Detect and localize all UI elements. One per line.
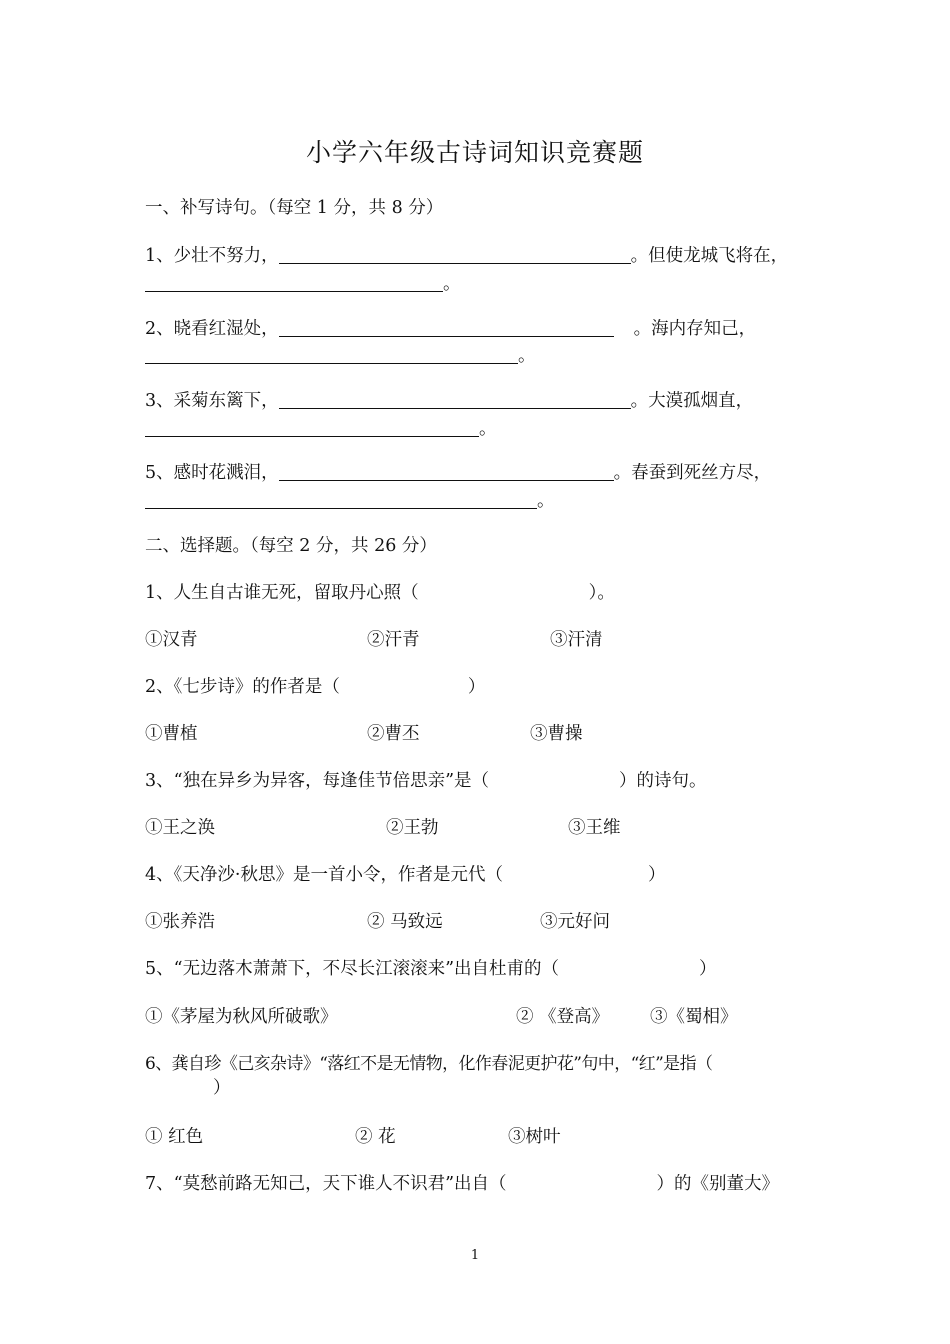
fill-item-2 <box>145 317 756 341</box>
fill-item-3 <box>145 389 753 413</box>
question-2 <box>145 675 485 699</box>
fill-item-5-line2 <box>145 489 555 513</box>
fill-item-3-middle: 。大漠孤烟直， <box>630 391 754 411</box>
q1-option-1[interactable]: ①汉青 <box>145 630 198 650</box>
fill-item-2-line2 <box>145 344 536 368</box>
fill-item-1-prefix: 1、少壮不努力， <box>145 246 279 266</box>
page-title: 小学六年级古诗词知识竞赛题 <box>305 138 644 167</box>
fill-blank[interactable] <box>279 318 614 337</box>
q1-option-3[interactable]: ③汗清 <box>550 630 603 650</box>
question-7-close: ）的《别董大》 <box>656 1174 780 1194</box>
q1-option-2[interactable]: ②汗青 <box>367 630 420 650</box>
question-4-text: 4、《天净沙·秋思》是一首小令，作者是元代（ <box>145 865 503 885</box>
q6-option-3[interactable]: ③树叶 <box>508 1127 561 1147</box>
q2-option-3[interactable]: ③曹操 <box>530 724 583 744</box>
question-3-close: ）的诗句。 <box>619 771 707 791</box>
q3-option-1[interactable]: ①王之涣 <box>145 818 215 838</box>
question-6-text: 6、龚自珍《己亥杂诗》“落红不是无情物，化作春泥更护花”句中，“红”是指（ <box>145 1054 713 1074</box>
fill-item-1 <box>145 244 788 268</box>
fill-blank[interactable] <box>279 390 631 409</box>
question-5-close: ） <box>699 959 717 979</box>
fill-item-2-end: 。 <box>518 346 536 366</box>
question-1-text: 1、人生自古谁无死，留取丹心照（ <box>145 583 419 603</box>
fill-blank[interactable] <box>145 345 518 364</box>
fill-item-5-prefix: 5、感时花溅泪， <box>145 463 279 483</box>
question-7-text: 7、“莫愁前路无知己，天下谁人不识君”出自（ <box>145 1174 507 1194</box>
fill-blank[interactable] <box>145 418 479 437</box>
fill-blank[interactable] <box>279 462 614 481</box>
fill-item-1-middle: 。但使龙城飞将在， <box>630 246 789 266</box>
fill-item-5-middle: 。春蚕到死丝方尽， <box>613 463 772 483</box>
q3-option-3[interactable]: ③王维 <box>568 818 621 838</box>
q4-option-2[interactable]: ② 马致远 <box>367 912 443 932</box>
q3-option-2[interactable]: ②王勃 <box>386 818 439 838</box>
fill-item-3-end: 。 <box>479 419 497 439</box>
question-2-text: 2、《七步诗》的作者是（ <box>145 677 340 697</box>
q4-option-3[interactable]: ③元好问 <box>540 912 610 932</box>
fill-blank[interactable] <box>145 273 443 292</box>
question-1-close: ）。 <box>588 583 615 603</box>
fill-item-3-prefix: 3、采菊东篱下， <box>145 391 279 411</box>
q5-option-1[interactable]: ①《茅屋为秋风所破歌》 <box>145 1007 338 1027</box>
fill-item-1-line2 <box>145 272 461 296</box>
question-2-close: ） <box>467 677 486 697</box>
fill-blank[interactable] <box>145 490 537 509</box>
question-5-text: 5、“无边落木萧萧下，不尽长江滚滚来”出自杜甫的（ <box>145 959 560 979</box>
question-6-close: ） <box>213 1078 231 1098</box>
q2-option-1[interactable]: ①曹植 <box>145 724 198 744</box>
page-number: 1 <box>470 1248 480 1263</box>
question-3 <box>145 769 707 793</box>
fill-item-2-prefix: 2、晓看红湿处， <box>145 319 279 339</box>
fill-item-2-middle: 。海内存知己， <box>633 319 757 339</box>
q6-option-2[interactable]: ② 花 <box>355 1127 396 1147</box>
fill-item-5-end: 。 <box>537 491 555 511</box>
q5-option-2[interactable]: ② 《登高》 <box>516 1007 610 1027</box>
q4-option-1[interactable]: ①张养浩 <box>145 912 215 932</box>
question-7 <box>145 1172 779 1196</box>
section2-heading: 二、选择题。（每空 2 分，共 26 分） <box>145 536 437 556</box>
question-3-text: 3、“独在异乡为异客，每逢佳节倍思亲”是（ <box>145 771 490 791</box>
section1-heading: 一、补写诗句。（每空 1 分，共 8 分） <box>145 198 444 218</box>
q5-option-3[interactable]: ③《蜀相》 <box>650 1007 738 1027</box>
question-4 <box>145 863 665 887</box>
fill-item-1-end: 。 <box>443 274 461 294</box>
fill-item-3-line2 <box>145 417 497 441</box>
fill-blank[interactable] <box>279 245 631 264</box>
q6-option-1[interactable]: ① 红色 <box>145 1127 204 1147</box>
question-1 <box>145 581 615 605</box>
question-5 <box>145 957 717 981</box>
fill-item-5 <box>145 461 771 485</box>
question-4-close: ） <box>647 865 666 885</box>
q2-option-2[interactable]: ②曹丕 <box>367 724 420 744</box>
